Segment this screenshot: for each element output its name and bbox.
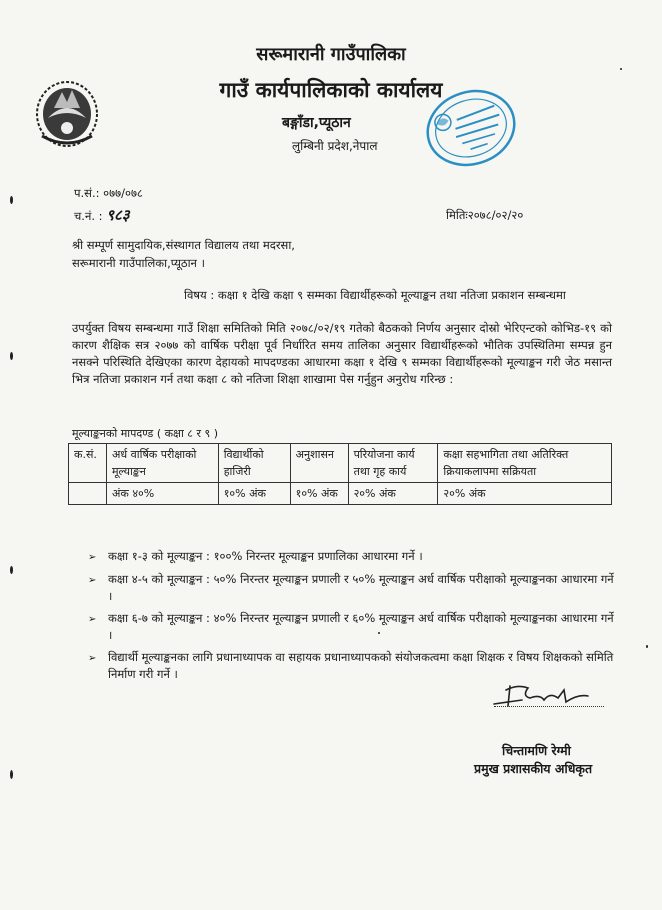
arrow-bullet-icon: ➢ — [88, 575, 97, 586]
signatory-title: प्रमुख प्रशासकीय अधिकृत — [474, 761, 593, 776]
recipient-line-1: श्री सम्पूर्ण सामुदायिक,संस्थागत विद्यालय तथा मदरसा, — [72, 238, 295, 252]
scan-speck — [10, 566, 13, 574]
arrow-bullet-icon: ➢ — [88, 614, 97, 625]
header-serial: क.सं. — [69, 444, 107, 483]
recipient-line-2: सरूमारानी गाउँपालिका,प्यूठान । — [72, 256, 205, 270]
signature-line — [494, 706, 604, 707]
office-title: गाउँ कार्यपालिकाको कार्यालय — [219, 78, 443, 102]
office-stamp-icon — [418, 84, 524, 172]
value-discipline: १०% अंक — [290, 483, 348, 505]
header-project-work: परियोजना कार्य तथा गृह कार्य — [348, 444, 438, 483]
office-province: लुम्बिनी प्रदेश,नेपाल — [292, 139, 378, 153]
header-attendance: विद्यार्थीको हाजिरी — [218, 444, 290, 483]
office-name: सरूमारानी गाउँपालिका — [256, 44, 406, 65]
letter-date: मितिः२०७८/०२/२० — [446, 208, 524, 222]
letter-reference-number: प.सं.: ०७७/०७८ — [74, 186, 143, 200]
scan-speck — [10, 770, 13, 779]
value-serial — [69, 483, 107, 505]
table-caption: मूल्याङ्कनको मापदण्ड ( कक्षा ८ र ९ ) — [72, 427, 219, 440]
office-address: बङ्गाँडा,प्यूठान — [282, 115, 351, 131]
instruction-list — [88, 548, 618, 688]
letter-subject: विषय : कक्षा १ देखि कक्षा ९ सम्मका विद्यार्थीहरूको मूल्याङ्कन तथा नतिजा प्रकाशन सम्बन्धमा — [184, 288, 566, 302]
scan-speck — [378, 632, 380, 634]
list-item: ➢ कक्षा ४-५ को मूल्याङ्कन : ५०% निरन्तर मूल्याङ्कन प्रणाली र ५०% मूल्याङ्कन अर्ध वार्षिक परीक्षाको मूल्याङ्कनका आधारमा गर्ने । — [88, 572, 614, 603]
header-discipline: अनुशासन — [290, 444, 348, 483]
evaluation-criteria-table — [68, 443, 612, 505]
list-item: ➢ कक्षा १-३ को मूल्याङ्कन : १००% निरन्तर मूल्याङ्कन प्रणालिका आधारमा गर्ने । — [88, 548, 618, 566]
signature-icon — [488, 676, 608, 714]
arrow-bullet-icon: ➢ — [88, 552, 97, 563]
list-item: ➢ विद्यार्थी मूल्याङ्कनका लागि प्रधानाध्यापक वा सहायक प्रधानाध्यापकको संयोजकत्वमा कक्षा शिक्षक र विषय शिक्षकको समिति निर्माण गरी गर्ने । — [88, 650, 614, 681]
scan-speck — [10, 196, 13, 204]
scan-speck — [646, 645, 648, 648]
letter-body: उपर्युक्त विषय सम्बन्धमा गाउँ शिक्षा समितिको मिति २०७८/०२/१९ गतेको बैठकको निर्णय अनुसार दोस्रो भेरिएन्टको कोभिड-१९ को कारण शैक्षिक सत्र २०७७ को वार्षिक परीक्षा पूर्व निर्धारित समय तालिका अनुसार विद्यार्थीहरूको भौतिक उपस्थितिमा सम्पन्न हुन नसक्ने परिस्थिति देखिएका कारण देहायको मापदण्डका आधारमा कक्षा १ देखि ९ सम्मका विद्यार्थीहरूको मूल्याङ्कन गरी जेठ मसान्त भित्र नतिजा प्रकाशन गर्न तथा कक्षा ८ को नतिजा शिक्षा शाखामा पेस गर्नुहुन अनुरोध गरिन्छ : — [72, 321, 612, 386]
value-participation: २०% अंक — [438, 483, 612, 505]
dispatch-number-value: ९८३ — [106, 206, 130, 224]
arrow-bullet-icon: ➢ — [88, 653, 97, 664]
dispatch-number-label: च.नं. : — [74, 209, 103, 223]
list-item: ➢ कक्षा ६-७ को मूल्याङ्कन : ४०% निरन्तर मूल्याङ्कन प्रणाली र ६०% मूल्याङ्कन अर्ध वार्षिक परीक्षाको मूल्याङ्कनका आधारमा गर्ने । — [88, 611, 614, 642]
dispatch-number — [74, 205, 130, 225]
value-attendance: १०% अंक — [218, 483, 290, 505]
header-participation: कक्षा सहभागिता तथा अतिरिक्त क्रियाकलापमा सक्रियता — [438, 444, 612, 483]
table-header-row — [69, 444, 612, 483]
scan-speck — [10, 352, 13, 360]
table-row — [69, 483, 612, 505]
signatory-name: चिन्तामणि रेग्मी — [502, 743, 571, 758]
header-half-yearly: अर्ध वार्षिक परीक्षाको मूल्याङ्कन — [106, 444, 218, 483]
value-half-yearly: अंक ४०% — [106, 483, 218, 505]
scan-speck — [620, 68, 622, 70]
value-project-work: २०% अंक — [348, 483, 438, 505]
